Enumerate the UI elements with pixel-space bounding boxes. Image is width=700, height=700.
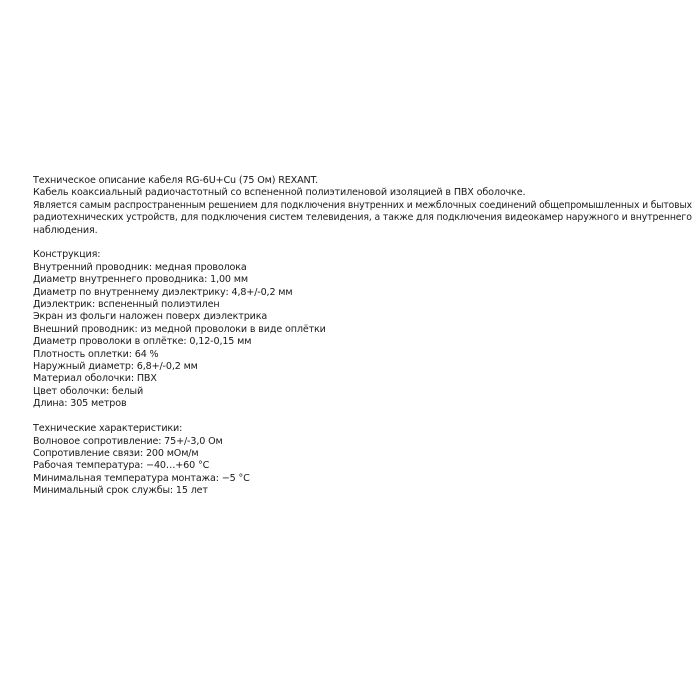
construction-item: Наружный диаметр: 6,8+/-0,2 мм [33, 361, 198, 373]
construction-item: Внешний проводник: из медной проволоки в виде оплётки [33, 323, 326, 335]
characteristics-item: Сопротивление связи: 200 мОм/м [33, 447, 199, 459]
doc-title: Техническое описание кабеля RG-6U+Cu (75 Ом) REXANT. [33, 175, 318, 186]
construction-item: Диаметр проволоки в оплётке: 0,12-0,15 мм [33, 336, 252, 348]
spacer [33, 237, 683, 249]
construction-item: Экран из фольги наложен поверх диэлектрика [33, 311, 268, 323]
construction-heading: Конструкция: [33, 249, 101, 261]
characteristics-item: Рабочая температура: −40…+60 °C [33, 460, 210, 472]
characteristics-item: Минимальная температура монтажа: −5 °C [33, 472, 250, 484]
construction-item: Плотность оплетки: 64 % [33, 348, 159, 360]
product-description [33, 175, 692, 498]
intro-line: радиотехнических устройств, для подключения систем телевидения, а также для подключения видеокамер наружного и внутреннего [33, 212, 692, 224]
construction-item: Цвет оболочки: белый [33, 385, 144, 397]
characteristics-heading: Технические характеристики: [33, 423, 183, 435]
construction-item: Внутренний проводник: медная проволока [33, 261, 247, 273]
construction-item: Диаметр по внутреннему диэлектрику: 4,8+/-0,2 мм [33, 286, 293, 298]
construction-item: Диаметр внутреннего проводника: 1,00 мм [33, 274, 248, 286]
characteristics-item: Минимальный срок службы: 15 лет [33, 485, 208, 497]
spacer [33, 411, 683, 423]
construction-item: Диэлектрик: вспененный полиэтилен [33, 299, 220, 311]
characteristics-item: Волновое сопротивление: 75+/-3,0 Ом [33, 435, 223, 447]
intro-line: наблюдения. [33, 224, 98, 236]
intro-line: Является самым распространенным решением для подключения внутренних и межблочных соединений общепромышленных и бытовых [33, 199, 692, 211]
intro-line: Кабель коаксиальный радиочастотный со вспененной полиэтиленовой изоляцией в ПВХ оболочке. [33, 187, 526, 199]
construction-item: Длина: 305 метров [33, 398, 127, 410]
construction-item: Материал оболочки: ПВХ [33, 373, 157, 385]
